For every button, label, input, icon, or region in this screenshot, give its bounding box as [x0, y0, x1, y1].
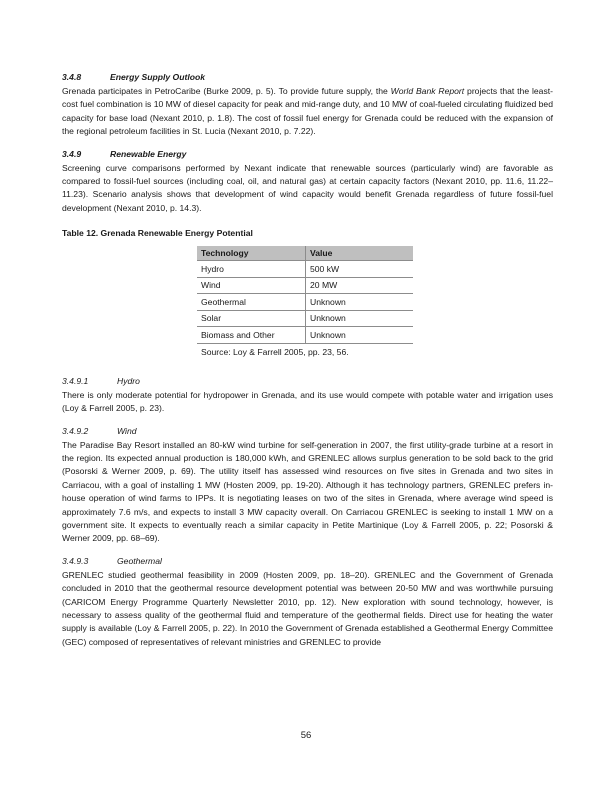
- section-title: Wind: [117, 425, 137, 436]
- cell-value: Unknown: [306, 327, 414, 344]
- text: projects that the least-cost fuel combination is 10 MW of diesel capacity for peak and mid-range duty, and 10 MW of coal-fueled circulating fluidized bed capacity for base load (Nexant 2010, p. 1.8). The cost of fossil fuel energy for Grenada could be reduced with the expansion of the regional petroleum facilities in St. Lucia (Nexant 2010, p. 7.22).: [62, 86, 553, 137]
- document-page: [62, 71, 553, 658]
- cell-technology: Solar: [197, 310, 306, 327]
- section-number: 3.4.9.3: [62, 555, 89, 566]
- paragraph-renewable-energy: Screening curve comparisons performed by Nexant indicate that renewable sources (particularly wind) are favorable as compared to fossil-fuel sources (including coal, oil, and natural gas) at certain capacity factors (Nexant 2010, pp. 11.6, 11.22–11.23). Scenario analysis shows that development of wind capacity would benefit Grenada regardless of future fossil-fuel development (Nexant 2010, p. 14.3).: [62, 162, 553, 213]
- section-number: 3.4.8: [62, 72, 82, 82]
- page-number: 56: [300, 730, 312, 741]
- table-row: [197, 294, 413, 311]
- table-header-row: [197, 246, 413, 261]
- table-row: [197, 327, 413, 344]
- table-row: [197, 261, 413, 278]
- table-source: Source: Loy & Farrell 2005, pp. 23, 56.: [201, 346, 349, 357]
- section-heading-3-4-9-3: [62, 555, 553, 568]
- column-header-technology: Technology: [197, 246, 306, 261]
- renewable-energy-table: [197, 246, 413, 344]
- section-title: Geothermal: [117, 555, 162, 566]
- cell-technology: Geothermal: [197, 294, 306, 311]
- column-header-value: Value: [306, 246, 414, 261]
- paragraph-wind: The Paradise Bay Resort installed an 80-kW wind turbine for self-generation in 2007, the first utility-grade turbine at a resort in the region. Its expected annual production is 180,000 kWh, and GRENLEC allows surplus generation to be sold back to the grid (Posorski & Werner 2009, p. 69). The utility itself has assessed wind resources on five sites in Grenada and two sites in Carriacou, with a goal of installing 1 MW (Hosten 2009, pp. 19-20). Although it has technology partners, GRENLEC prefers in-house operation of wind farms to IPPs. It is negotiating leases on two of the sites in Grenada, where average wind speed is approximately 7.6 m/s, and expects to install 3 MW capacity overall. On Carriacou GRENLEC is seeking to install 1 MW on a government site. It expects to eventually reach a similar capacity in Petite Martinique (Loy & Farrell 2005, p. 22; Posorski & Werner 2009, pp. 68–69).: [62, 439, 553, 544]
- cell-technology: Wind: [197, 277, 306, 294]
- cell-technology: Biomass and Other: [197, 327, 306, 344]
- paragraph-energy-supply-outlook: [62, 85, 553, 139]
- section-heading-3-4-8: [62, 71, 553, 84]
- cell-value: Unknown: [306, 310, 414, 327]
- section-number: 3.4.9.2: [62, 425, 89, 436]
- paragraph-hydro: There is only moderate potential for hydropower in Grenada, and its use would compete with potable water and irrigation uses (Loy & Farrell 2005, p. 23).: [62, 389, 553, 414]
- cell-value: 500 kW: [306, 261, 414, 278]
- section-number: 3.4.9: [62, 148, 82, 159]
- table-title: Table 12. Grenada Renewable Energy Potential: [62, 228, 253, 239]
- report-title: World Bank Report: [390, 86, 465, 96]
- cell-value: Unknown: [306, 294, 414, 311]
- section-heading-3-4-9: [62, 148, 553, 161]
- cell-technology: Hydro: [197, 261, 306, 278]
- section-title: Energy Supply Outlook: [110, 72, 206, 82]
- section-heading-3-4-9-2: [62, 425, 553, 438]
- paragraph-geothermal: GRENLEC studied geothermal feasibility in 2009 (Hosten 2009, pp. 18–20). GRENLEC and the Government of Grenada concluded in 2010 that the geothermal resource development potential was between 20-50 MW and was worthwhile pursuing (CARICOM Energy Programme Quarterly Newsletter 2010, pp. 12). New exploration with sound technology, however, is necessary to assess quality of the geothermal fluid and temperature of the geothermal fields. Direct use for heating the water supply is available (Loy & Farrell 2005, p. 22). In 2010 the Government of Grenada established a Geothermal Energy Committee (GEC) composed of representatives of relevant ministries and GRENLEC to provide: [62, 569, 553, 647]
- table-row: [197, 277, 413, 294]
- section-number: 3.4.9.1: [62, 375, 89, 386]
- section-title: Hydro: [117, 375, 140, 386]
- section-title: Renewable Energy: [110, 148, 187, 159]
- table-row: [197, 310, 413, 327]
- cell-value: 20 MW: [306, 277, 414, 294]
- section-heading-3-4-9-1: [62, 375, 553, 388]
- text: Grenada participates in PetroCaribe (Burke 2009, p. 5). To provide future supply, the: [62, 86, 391, 96]
